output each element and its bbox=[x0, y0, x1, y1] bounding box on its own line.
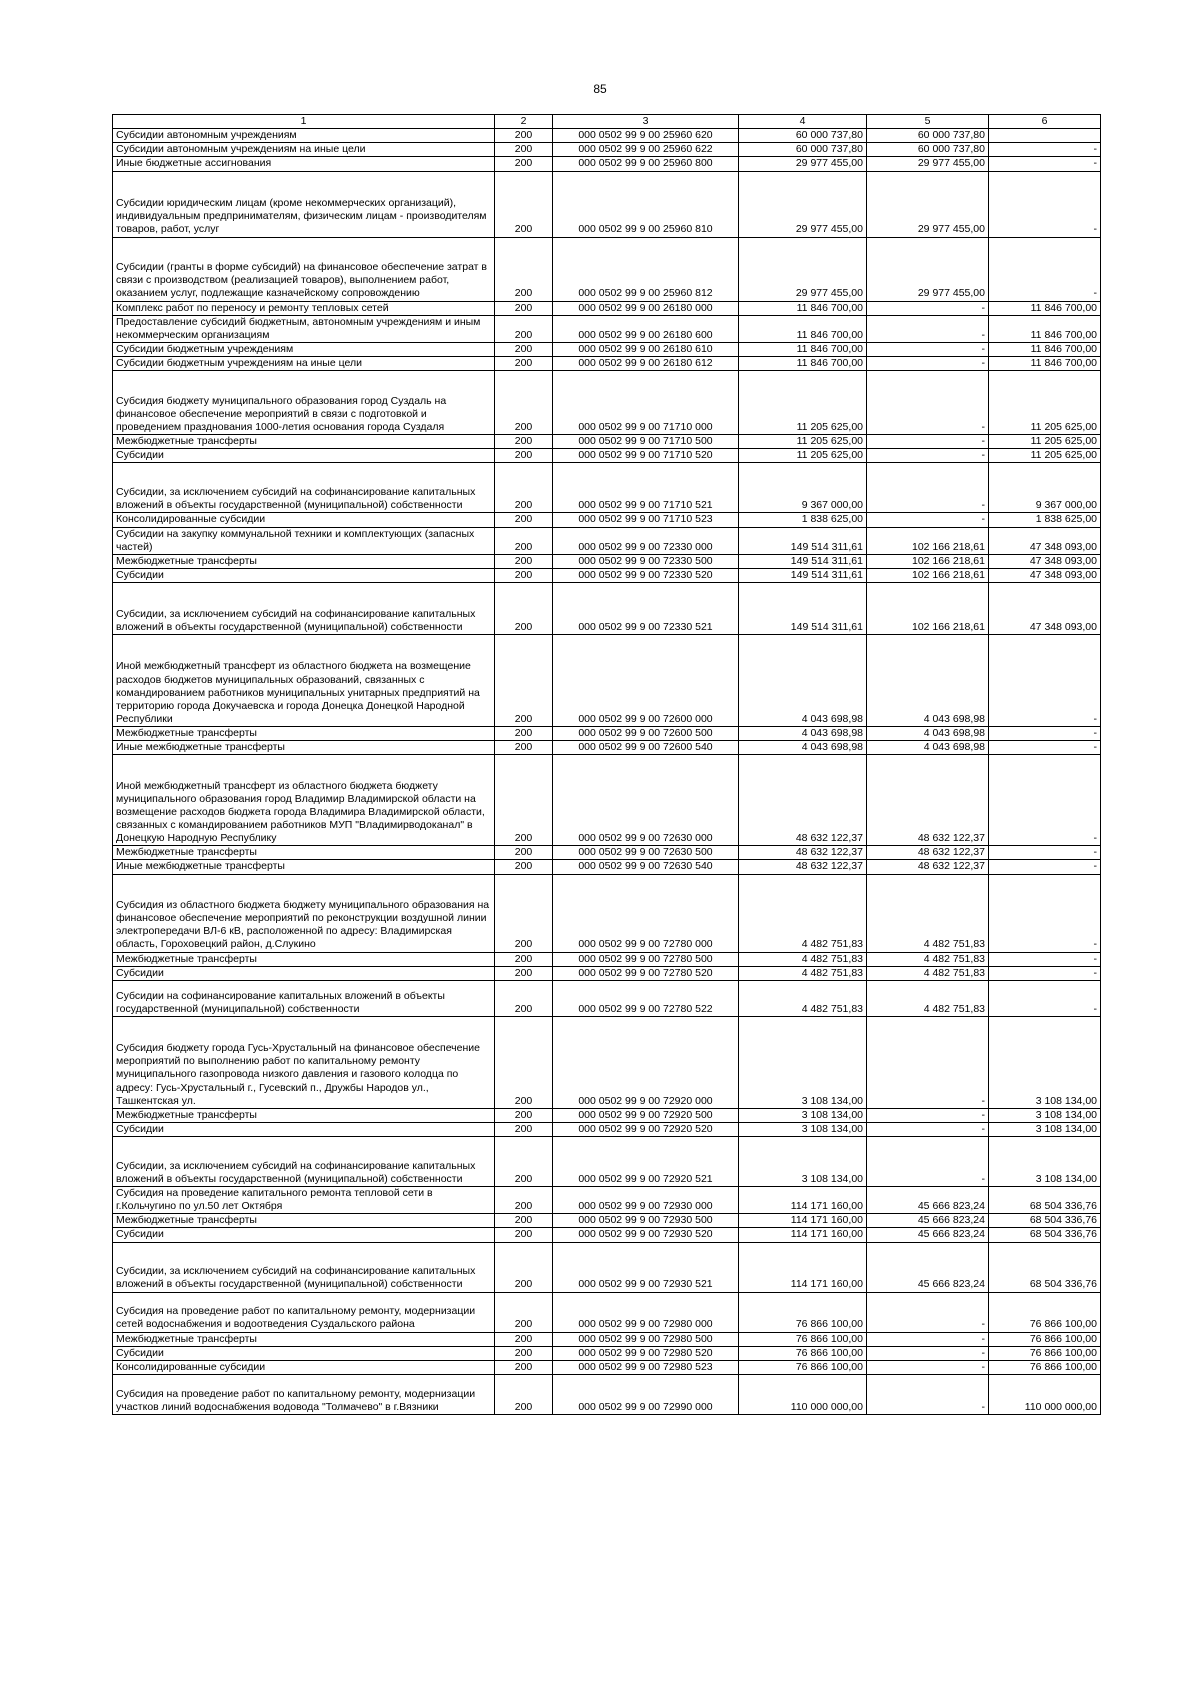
row-amount-total-cell: 4 482 751,83 bbox=[739, 980, 867, 1016]
row-name-cell: Субсидии bbox=[113, 449, 495, 463]
row-classification-cell: 000 0502 99 9 00 71710 520 bbox=[553, 449, 739, 463]
row-amount-col5-cell: 4 482 751,83 bbox=[867, 874, 989, 952]
row-code-cell: 200 bbox=[495, 568, 553, 582]
table-row bbox=[113, 846, 1101, 860]
row-amount-col5-cell: 4 043 698,98 bbox=[867, 727, 989, 741]
row-name-cell: Субсидии на закупку коммунальной техники и комплектующих (запасных частей) bbox=[113, 527, 495, 554]
row-amount-total-cell: 114 171 160,00 bbox=[739, 1242, 867, 1292]
row-amount-col5-cell: 29 977 455,00 bbox=[867, 237, 989, 301]
row-code-cell: 200 bbox=[495, 1214, 553, 1228]
row-code-cell: 200 bbox=[495, 435, 553, 449]
row-amount-col5-cell: - bbox=[867, 1292, 989, 1332]
row-code-cell: 200 bbox=[495, 157, 553, 171]
row-classification-cell: 000 0502 99 9 00 72780 522 bbox=[553, 980, 739, 1016]
row-amount-col6-cell: 110 000 000,00 bbox=[989, 1374, 1101, 1414]
table-row bbox=[113, 157, 1101, 171]
row-amount-total-cell: 11 846 700,00 bbox=[739, 357, 867, 371]
row-code-cell: 200 bbox=[495, 1332, 553, 1346]
table-row bbox=[113, 357, 1101, 371]
column-header: 5 bbox=[867, 115, 989, 129]
row-amount-total-cell: 4 482 751,83 bbox=[739, 952, 867, 966]
row-code-cell: 200 bbox=[495, 980, 553, 1016]
table-row bbox=[113, 1360, 1101, 1374]
row-name-cell: Субсидии bbox=[113, 1122, 495, 1136]
row-amount-total-cell: 11 205 625,00 bbox=[739, 371, 867, 435]
row-amount-col5-cell: 45 666 823,24 bbox=[867, 1228, 989, 1242]
row-name-cell: Межбюджетные трансферты bbox=[113, 554, 495, 568]
row-name-cell: Субсидия из областного бюджета бюджету муниципального образования на финансовое обеспечение мероприятий по реконструкции воздушной линии электропередачи ВЛ-6 кВ, расположенной по адресу: Владимирская область, Гороховецкий район, д.Слукино bbox=[113, 874, 495, 952]
row-classification-cell: 000 0502 99 9 00 72920 000 bbox=[553, 1016, 739, 1108]
row-amount-col5-cell: - bbox=[867, 371, 989, 435]
row-classification-cell: 000 0502 99 9 00 72780 520 bbox=[553, 966, 739, 980]
row-amount-col5-cell: 4 482 751,83 bbox=[867, 952, 989, 966]
row-amount-total-cell: 149 514 311,61 bbox=[739, 583, 867, 635]
row-amount-col5-cell: - bbox=[867, 1016, 989, 1108]
row-amount-total-cell: 9 367 000,00 bbox=[739, 463, 867, 513]
row-amount-col6-cell: - bbox=[989, 755, 1101, 846]
row-amount-total-cell: 11 205 625,00 bbox=[739, 449, 867, 463]
row-amount-total-cell: 3 108 134,00 bbox=[739, 1122, 867, 1136]
row-classification-cell: 000 0502 99 9 00 25960 620 bbox=[553, 129, 739, 143]
row-name-cell: Субсидии на софинансирование капитальных вложений в объекты государственной (муниципальной) собственности bbox=[113, 980, 495, 1016]
column-header: 6 bbox=[989, 115, 1101, 129]
row-classification-cell: 000 0502 99 9 00 71710 523 bbox=[553, 513, 739, 527]
row-amount-col6-cell bbox=[989, 129, 1101, 143]
row-amount-col5-cell: 45 666 823,24 bbox=[867, 1242, 989, 1292]
row-code-cell: 200 bbox=[495, 860, 553, 874]
row-amount-total-cell: 4 043 698,98 bbox=[739, 635, 867, 727]
row-amount-total-cell: 11 205 625,00 bbox=[739, 435, 867, 449]
row-name-cell: Межбюджетные трансферты bbox=[113, 1332, 495, 1346]
row-classification-cell: 000 0502 99 9 00 25960 622 bbox=[553, 143, 739, 157]
row-amount-col6-cell: 11 846 700,00 bbox=[989, 357, 1101, 371]
row-amount-total-cell: 48 632 122,37 bbox=[739, 846, 867, 860]
row-code-cell: 200 bbox=[495, 1228, 553, 1242]
row-name-cell: Субсидии bbox=[113, 966, 495, 980]
row-classification-cell: 000 0502 99 9 00 72980 000 bbox=[553, 1292, 739, 1332]
row-amount-col5-cell: 4 043 698,98 bbox=[867, 741, 989, 755]
row-classification-cell: 000 0502 99 9 00 72330 000 bbox=[553, 527, 739, 554]
row-amount-col5-cell: 45 666 823,24 bbox=[867, 1187, 989, 1214]
table-row bbox=[113, 342, 1101, 356]
row-amount-total-cell: 149 514 311,61 bbox=[739, 568, 867, 582]
row-amount-col5-cell: - bbox=[867, 1346, 989, 1360]
budget-table bbox=[112, 114, 1101, 1415]
row-amount-col5-cell: - bbox=[867, 1332, 989, 1346]
row-amount-col5-cell: - bbox=[867, 1374, 989, 1414]
row-amount-col5-cell: 102 166 218,61 bbox=[867, 568, 989, 582]
row-code-cell: 200 bbox=[495, 741, 553, 755]
row-amount-col6-cell: 68 504 336,76 bbox=[989, 1228, 1101, 1242]
row-name-cell: Субсидии bbox=[113, 1346, 495, 1360]
row-amount-col6-cell: - bbox=[989, 157, 1101, 171]
row-amount-col6-cell: 76 866 100,00 bbox=[989, 1292, 1101, 1332]
row-amount-col5-cell: 48 632 122,37 bbox=[867, 860, 989, 874]
row-classification-cell: 000 0502 99 9 00 72630 540 bbox=[553, 860, 739, 874]
row-amount-total-cell: 114 171 160,00 bbox=[739, 1228, 867, 1242]
row-amount-total-cell: 4 043 698,98 bbox=[739, 727, 867, 741]
table-row bbox=[113, 171, 1101, 237]
row-amount-total-cell: 48 632 122,37 bbox=[739, 755, 867, 846]
row-name-cell: Межбюджетные трансферты bbox=[113, 1214, 495, 1228]
row-amount-col5-cell: - bbox=[867, 1122, 989, 1136]
row-name-cell: Предоставление субсидий бюджетным, автономным учреждениям и иным некоммерческим организациям bbox=[113, 315, 495, 342]
row-classification-cell: 000 0502 99 9 00 72600 500 bbox=[553, 727, 739, 741]
row-classification-cell: 000 0502 99 9 00 72600 000 bbox=[553, 635, 739, 727]
table-row bbox=[113, 1108, 1101, 1122]
row-code-cell: 200 bbox=[495, 357, 553, 371]
row-code-cell: 200 bbox=[495, 301, 553, 315]
row-name-cell: Межбюджетные трансферты bbox=[113, 952, 495, 966]
row-classification-cell: 000 0502 99 9 00 72990 000 bbox=[553, 1374, 739, 1414]
row-amount-total-cell: 4 482 751,83 bbox=[739, 874, 867, 952]
row-amount-total-cell: 3 108 134,00 bbox=[739, 1016, 867, 1108]
row-code-cell: 200 bbox=[495, 171, 553, 237]
row-code-cell: 200 bbox=[495, 583, 553, 635]
column-header: 2 bbox=[495, 115, 553, 129]
page-number: 85 bbox=[593, 82, 607, 96]
row-classification-cell: 000 0502 99 9 00 72920 500 bbox=[553, 1108, 739, 1122]
row-amount-col6-cell: 1 838 625,00 bbox=[989, 513, 1101, 527]
row-amount-col5-cell: 48 632 122,37 bbox=[867, 846, 989, 860]
row-amount-total-cell: 1 838 625,00 bbox=[739, 513, 867, 527]
row-classification-cell: 000 0502 99 9 00 72980 523 bbox=[553, 1360, 739, 1374]
row-code-cell: 200 bbox=[495, 1360, 553, 1374]
table-row bbox=[113, 727, 1101, 741]
row-code-cell: 200 bbox=[495, 1122, 553, 1136]
row-classification-cell: 000 0502 99 9 00 72600 540 bbox=[553, 741, 739, 755]
row-amount-col6-cell: - bbox=[989, 143, 1101, 157]
row-amount-total-cell: 4 043 698,98 bbox=[739, 741, 867, 755]
table-row bbox=[113, 315, 1101, 342]
table-row bbox=[113, 1346, 1101, 1360]
table-row bbox=[113, 741, 1101, 755]
table-row bbox=[113, 513, 1101, 527]
row-amount-col5-cell: 60 000 737,80 bbox=[867, 143, 989, 157]
row-amount-col6-cell: - bbox=[989, 952, 1101, 966]
table-row bbox=[113, 1187, 1101, 1214]
row-code-cell: 200 bbox=[495, 846, 553, 860]
row-name-cell: Межбюджетные трансферты bbox=[113, 435, 495, 449]
table-row bbox=[113, 874, 1101, 952]
table-row bbox=[113, 1122, 1101, 1136]
row-classification-cell: 000 0502 99 9 00 72330 521 bbox=[553, 583, 739, 635]
table-row bbox=[113, 129, 1101, 143]
column-header: 4 bbox=[739, 115, 867, 129]
row-name-cell: Иные межбюджетные трансферты bbox=[113, 741, 495, 755]
row-classification-cell: 000 0502 99 9 00 25960 800 bbox=[553, 157, 739, 171]
row-code-cell: 200 bbox=[495, 342, 553, 356]
row-amount-col6-cell: 68 504 336,76 bbox=[989, 1242, 1101, 1292]
row-amount-col6-cell: - bbox=[989, 980, 1101, 1016]
table-row bbox=[113, 1214, 1101, 1228]
row-amount-col5-cell: - bbox=[867, 315, 989, 342]
row-amount-col5-cell: 102 166 218,61 bbox=[867, 583, 989, 635]
row-amount-col5-cell: 29 977 455,00 bbox=[867, 157, 989, 171]
row-name-cell: Субсидии юридическим лицам (кроме некоммерческих организаций), индивидуальным предпринимателям, физическим лицам - производителям товаров, работ, услуг bbox=[113, 171, 495, 237]
row-amount-col5-cell: - bbox=[867, 463, 989, 513]
row-name-cell: Межбюджетные трансферты bbox=[113, 727, 495, 741]
row-classification-cell: 000 0502 99 9 00 72330 500 bbox=[553, 554, 739, 568]
row-amount-col6-cell: 9 367 000,00 bbox=[989, 463, 1101, 513]
row-amount-total-cell: 3 108 134,00 bbox=[739, 1108, 867, 1122]
row-amount-total-cell: 76 866 100,00 bbox=[739, 1346, 867, 1360]
row-code-cell: 200 bbox=[495, 315, 553, 342]
row-amount-col5-cell: 102 166 218,61 bbox=[867, 554, 989, 568]
row-classification-cell: 000 0502 99 9 00 25960 812 bbox=[553, 237, 739, 301]
table-row bbox=[113, 1228, 1101, 1242]
table-row bbox=[113, 635, 1101, 727]
row-name-cell: Иной межбюджетный трансферт из областного бюджета бюджету муниципального образования город Владимир Владимирской области на возмещение расходов бюджета города Владимира Владимирской области, связанных с командированием работников МУП "Владимирводоканал" в Донецкую Народную Республику bbox=[113, 755, 495, 846]
row-amount-total-cell: 11 846 700,00 bbox=[739, 342, 867, 356]
row-code-cell: 200 bbox=[495, 874, 553, 952]
row-amount-col6-cell: 47 348 093,00 bbox=[989, 527, 1101, 554]
row-name-cell: Субсидия бюджету муниципального образования город Суздаль на финансовое обеспечение мероприятий в связи с подготовкой и проведением празднования 1000-летия основания города Суздаля bbox=[113, 371, 495, 435]
row-amount-total-cell: 60 000 737,80 bbox=[739, 129, 867, 143]
row-amount-col5-cell: - bbox=[867, 1108, 989, 1122]
row-amount-total-cell: 4 482 751,83 bbox=[739, 966, 867, 980]
row-amount-total-cell: 114 171 160,00 bbox=[739, 1214, 867, 1228]
row-code-cell: 200 bbox=[495, 463, 553, 513]
row-amount-col6-cell: - bbox=[989, 635, 1101, 727]
row-classification-cell: 000 0502 99 9 00 72330 520 bbox=[553, 568, 739, 582]
row-amount-col5-cell: 60 000 737,80 bbox=[867, 129, 989, 143]
table-row bbox=[113, 583, 1101, 635]
table-row bbox=[113, 952, 1101, 966]
row-amount-total-cell: 76 866 100,00 bbox=[739, 1332, 867, 1346]
row-amount-col6-cell: - bbox=[989, 727, 1101, 741]
row-amount-col6-cell: 68 504 336,76 bbox=[989, 1214, 1101, 1228]
row-name-cell: Межбюджетные трансферты bbox=[113, 1108, 495, 1122]
table-row bbox=[113, 463, 1101, 513]
row-classification-cell: 000 0502 99 9 00 72780 500 bbox=[553, 952, 739, 966]
row-code-cell: 200 bbox=[495, 755, 553, 846]
row-name-cell: Субсидии, за исключением субсидий на софинансирование капитальных вложений в объекты государственной (муниципальной) собственности bbox=[113, 583, 495, 635]
row-classification-cell: 000 0502 99 9 00 26180 612 bbox=[553, 357, 739, 371]
row-code-cell: 200 bbox=[495, 1292, 553, 1332]
table-row bbox=[113, 1332, 1101, 1346]
row-amount-col6-cell: 76 866 100,00 bbox=[989, 1360, 1101, 1374]
row-amount-total-cell: 11 846 700,00 bbox=[739, 301, 867, 315]
row-classification-cell: 000 0502 99 9 00 25960 810 bbox=[553, 171, 739, 237]
row-amount-col5-cell: - bbox=[867, 342, 989, 356]
row-amount-col6-cell: - bbox=[989, 874, 1101, 952]
row-code-cell: 200 bbox=[495, 513, 553, 527]
row-amount-total-cell: 149 514 311,61 bbox=[739, 554, 867, 568]
row-name-cell: Субсидия на проведение работ по капитальному ремонту, модернизации участков линий водоснабжения водовода "Толмачево" в г.Вязники bbox=[113, 1374, 495, 1414]
row-name-cell: Субсидии (гранты в форме субсидий) на финансовое обеспечение затрат в связи с производством (реализацией товаров), выполнением работ, оказанием услуг, подлежащие казначейскому сопровождению bbox=[113, 237, 495, 301]
table-row bbox=[113, 435, 1101, 449]
row-code-cell: 200 bbox=[495, 1242, 553, 1292]
row-name-cell: Субсидия на проведение капитального ремонта тепловой сети в г.Кольчугино по ул.50 лет Октября bbox=[113, 1187, 495, 1214]
row-classification-cell: 000 0502 99 9 00 71710 521 bbox=[553, 463, 739, 513]
table-row bbox=[113, 554, 1101, 568]
row-amount-col6-cell: - bbox=[989, 171, 1101, 237]
row-name-cell: Консолидированные субсидии bbox=[113, 513, 495, 527]
row-amount-col6-cell: - bbox=[989, 741, 1101, 755]
row-code-cell: 200 bbox=[495, 527, 553, 554]
row-amount-total-cell: 110 000 000,00 bbox=[739, 1374, 867, 1414]
row-code-cell: 200 bbox=[495, 952, 553, 966]
row-amount-total-cell: 29 977 455,00 bbox=[739, 171, 867, 237]
row-amount-col5-cell: 29 977 455,00 bbox=[867, 171, 989, 237]
row-name-cell: Межбюджетные трансферты bbox=[113, 846, 495, 860]
row-classification-cell: 000 0502 99 9 00 26180 000 bbox=[553, 301, 739, 315]
row-amount-total-cell: 29 977 455,00 bbox=[739, 157, 867, 171]
table-row bbox=[113, 237, 1101, 301]
row-amount-total-cell: 76 866 100,00 bbox=[739, 1360, 867, 1374]
row-amount-col5-cell: 45 666 823,24 bbox=[867, 1214, 989, 1228]
row-name-cell: Субсидии бюджетным учреждениям на иные цели bbox=[113, 357, 495, 371]
row-code-cell: 200 bbox=[495, 129, 553, 143]
row-code-cell: 200 bbox=[495, 1346, 553, 1360]
table-row bbox=[113, 371, 1101, 435]
table-row bbox=[113, 980, 1101, 1016]
row-amount-col6-cell: - bbox=[989, 966, 1101, 980]
row-amount-total-cell: 11 846 700,00 bbox=[739, 315, 867, 342]
row-code-cell: 200 bbox=[495, 1187, 553, 1214]
row-code-cell: 200 bbox=[495, 554, 553, 568]
row-amount-col6-cell: 11 205 625,00 bbox=[989, 371, 1101, 435]
row-amount-col6-cell: 76 866 100,00 bbox=[989, 1346, 1101, 1360]
row-code-cell: 200 bbox=[495, 635, 553, 727]
budget-table-container bbox=[112, 114, 1100, 1415]
row-name-cell: Субсидии автономным учреждениям на иные цели bbox=[113, 143, 495, 157]
table-row bbox=[113, 755, 1101, 846]
row-amount-col6-cell: 11 846 700,00 bbox=[989, 342, 1101, 356]
row-amount-total-cell: 48 632 122,37 bbox=[739, 860, 867, 874]
row-amount-col6-cell: 3 108 134,00 bbox=[989, 1137, 1101, 1187]
row-amount-col5-cell: 4 482 751,83 bbox=[867, 966, 989, 980]
row-code-cell: 200 bbox=[495, 966, 553, 980]
row-name-cell: Субсидия на проведение работ по капитальному ремонту, модернизации сетей водоснабжения и водоотведения Суздальского района bbox=[113, 1292, 495, 1332]
row-amount-col6-cell: 3 108 134,00 bbox=[989, 1122, 1101, 1136]
row-code-cell: 200 bbox=[495, 449, 553, 463]
row-classification-cell: 000 0502 99 9 00 72930 500 bbox=[553, 1214, 739, 1228]
row-amount-col6-cell: 47 348 093,00 bbox=[989, 583, 1101, 635]
row-amount-total-cell: 3 108 134,00 bbox=[739, 1137, 867, 1187]
row-amount-col6-cell: 47 348 093,00 bbox=[989, 568, 1101, 582]
row-amount-total-cell: 114 171 160,00 bbox=[739, 1187, 867, 1214]
row-amount-col6-cell: 11 846 700,00 bbox=[989, 301, 1101, 315]
column-header: 3 bbox=[553, 115, 739, 129]
table-row bbox=[113, 1137, 1101, 1187]
row-amount-col5-cell: - bbox=[867, 513, 989, 527]
table-row bbox=[113, 1016, 1101, 1108]
row-name-cell: Субсидии bbox=[113, 568, 495, 582]
row-amount-total-cell: 29 977 455,00 bbox=[739, 237, 867, 301]
row-amount-col6-cell: 47 348 093,00 bbox=[989, 554, 1101, 568]
row-amount-col5-cell: - bbox=[867, 301, 989, 315]
row-name-cell: Иные бюджетные ассигнования bbox=[113, 157, 495, 171]
row-amount-col5-cell: 102 166 218,61 bbox=[867, 527, 989, 554]
row-classification-cell: 000 0502 99 9 00 72920 520 bbox=[553, 1122, 739, 1136]
row-classification-cell: 000 0502 99 9 00 72930 000 bbox=[553, 1187, 739, 1214]
row-classification-cell: 000 0502 99 9 00 71710 000 bbox=[553, 371, 739, 435]
row-code-cell: 200 bbox=[495, 371, 553, 435]
row-classification-cell: 000 0502 99 9 00 72930 521 bbox=[553, 1242, 739, 1292]
row-code-cell: 200 bbox=[495, 1137, 553, 1187]
table-row bbox=[113, 527, 1101, 554]
row-name-cell: Субсидия бюджету города Гусь-Хрустальный на финансовое обеспечение мероприятий по выполнению работ по капитальному ремонту муниципального газопровода низкого давления и газового колодца по адресу: Гусь-Хрустальный г., Гусевский п., Дружбы Народов ул., Ташкентская ул. bbox=[113, 1016, 495, 1108]
row-name-cell: Субсидии автономным учреждениям bbox=[113, 129, 495, 143]
row-amount-col5-cell: - bbox=[867, 357, 989, 371]
row-amount-total-cell: 60 000 737,80 bbox=[739, 143, 867, 157]
row-amount-col6-cell: 3 108 134,00 bbox=[989, 1016, 1101, 1108]
row-name-cell: Консолидированные субсидии bbox=[113, 1360, 495, 1374]
table-row bbox=[113, 143, 1101, 157]
row-name-cell: Субсидии бюджетным учреждениям bbox=[113, 342, 495, 356]
row-classification-cell: 000 0502 99 9 00 26180 600 bbox=[553, 315, 739, 342]
row-name-cell: Субсидии, за исключением субсидий на софинансирование капитальных вложений в объекты государственной (муниципальной) собственности bbox=[113, 1137, 495, 1187]
row-classification-cell: 000 0502 99 9 00 72980 500 bbox=[553, 1332, 739, 1346]
row-amount-col5-cell: - bbox=[867, 1137, 989, 1187]
table-header-row bbox=[113, 115, 1101, 129]
row-amount-col5-cell: - bbox=[867, 435, 989, 449]
row-classification-cell: 000 0502 99 9 00 26180 610 bbox=[553, 342, 739, 356]
row-classification-cell: 000 0502 99 9 00 72980 520 bbox=[553, 1346, 739, 1360]
row-name-cell: Комплекс работ по переносу и ремонту тепловых сетей bbox=[113, 301, 495, 315]
row-name-cell: Иные межбюджетные трансферты bbox=[113, 860, 495, 874]
row-amount-col5-cell: - bbox=[867, 449, 989, 463]
row-name-cell: Субсидии, за исключением субсидий на софинансирование капитальных вложений в объекты государственной (муниципальной) собственности bbox=[113, 1242, 495, 1292]
row-amount-col6-cell: 11 205 625,00 bbox=[989, 435, 1101, 449]
table-row bbox=[113, 449, 1101, 463]
row-name-cell: Субсидии, за исключением субсидий на софинансирование капитальных вложений в объекты государственной (муниципальной) собственности bbox=[113, 463, 495, 513]
table-row bbox=[113, 860, 1101, 874]
row-classification-cell: 000 0502 99 9 00 72930 520 bbox=[553, 1228, 739, 1242]
row-code-cell: 200 bbox=[495, 1108, 553, 1122]
row-code-cell: 200 bbox=[495, 237, 553, 301]
row-code-cell: 200 bbox=[495, 143, 553, 157]
table-row bbox=[113, 1374, 1101, 1414]
table-row bbox=[113, 966, 1101, 980]
row-classification-cell: 000 0502 99 9 00 72630 500 bbox=[553, 846, 739, 860]
row-code-cell: 200 bbox=[495, 1016, 553, 1108]
row-classification-cell: 000 0502 99 9 00 71710 500 bbox=[553, 435, 739, 449]
column-header: 1 bbox=[113, 115, 495, 129]
row-amount-col6-cell: - bbox=[989, 860, 1101, 874]
row-amount-col5-cell: 4 482 751,83 bbox=[867, 980, 989, 1016]
row-code-cell: 200 bbox=[495, 1374, 553, 1414]
row-name-cell: Иной межбюджетный трансферт из областного бюджета на возмещение расходов бюджетов муниципальных образований, связанных с командированием работников муниципальных унитарных предприятий на территорию города Докучаевска и города Донецка Донецкой Народной Республики bbox=[113, 635, 495, 727]
table-row bbox=[113, 301, 1101, 315]
row-amount-total-cell: 76 866 100,00 bbox=[739, 1292, 867, 1332]
row-classification-cell: 000 0502 99 9 00 72780 000 bbox=[553, 874, 739, 952]
row-classification-cell: 000 0502 99 9 00 72920 521 bbox=[553, 1137, 739, 1187]
row-amount-col6-cell: 11 846 700,00 bbox=[989, 315, 1101, 342]
row-amount-col5-cell: 4 043 698,98 bbox=[867, 635, 989, 727]
row-amount-col5-cell: 48 632 122,37 bbox=[867, 755, 989, 846]
row-amount-col6-cell: - bbox=[989, 237, 1101, 301]
row-amount-col6-cell: 3 108 134,00 bbox=[989, 1108, 1101, 1122]
row-amount-col5-cell: - bbox=[867, 1360, 989, 1374]
table-body bbox=[113, 129, 1101, 1415]
row-name-cell: Субсидии bbox=[113, 1228, 495, 1242]
table-row bbox=[113, 568, 1101, 582]
table-row bbox=[113, 1242, 1101, 1292]
table-row bbox=[113, 1292, 1101, 1332]
row-amount-total-cell: 149 514 311,61 bbox=[739, 527, 867, 554]
row-classification-cell: 000 0502 99 9 00 72630 000 bbox=[553, 755, 739, 846]
row-amount-col6-cell: 11 205 625,00 bbox=[989, 449, 1101, 463]
row-amount-col6-cell: 76 866 100,00 bbox=[989, 1332, 1101, 1346]
row-code-cell: 200 bbox=[495, 727, 553, 741]
row-amount-col6-cell: - bbox=[989, 846, 1101, 860]
row-amount-col6-cell: 68 504 336,76 bbox=[989, 1187, 1101, 1214]
